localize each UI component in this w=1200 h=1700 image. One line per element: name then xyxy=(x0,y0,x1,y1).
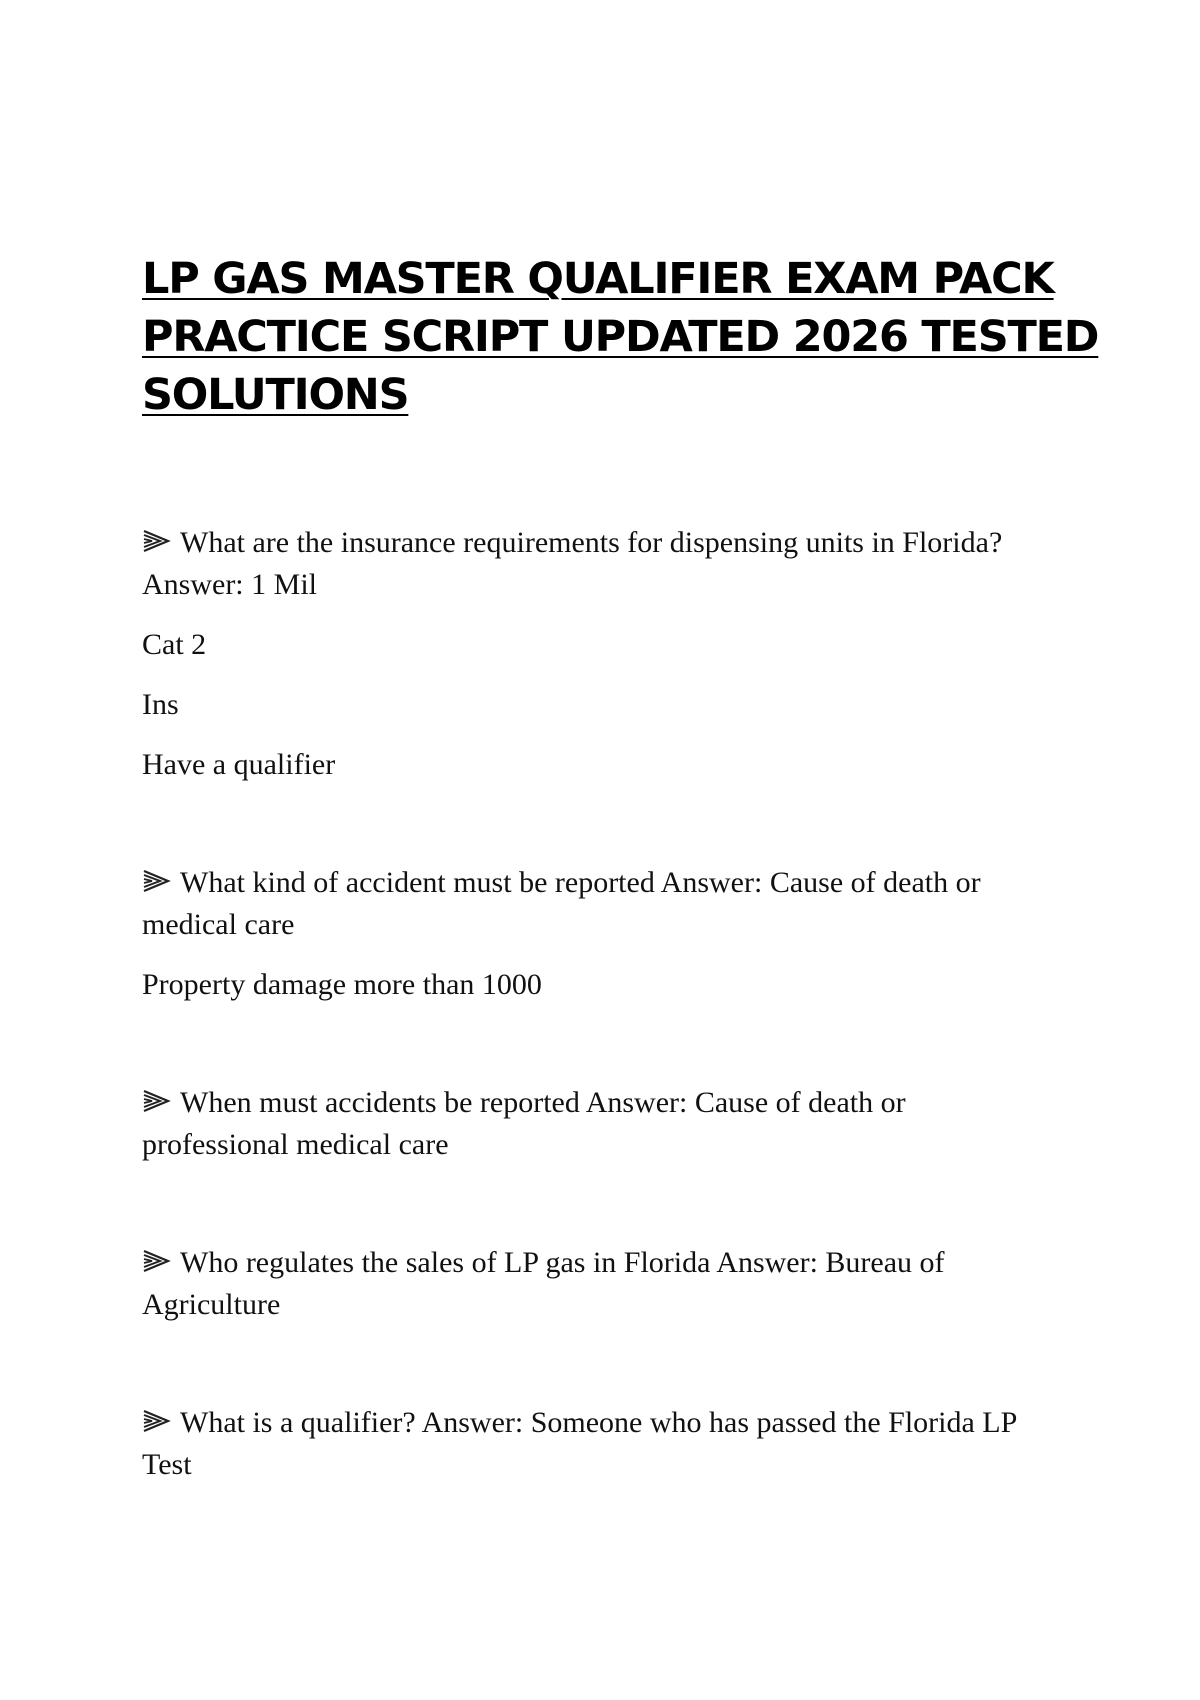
qa-answer-1-line-2: Answer: 1 Mil xyxy=(142,568,317,601)
qa-question-text: When must accidents be reported Answer: Cause of death or xyxy=(180,1086,906,1119)
title-line-2: PRACTICE SCRIPT UPDATED 2026 TESTED xyxy=(142,312,1099,362)
qa-extra-1-2: Ins xyxy=(142,688,179,721)
arrow-bullet-icon xyxy=(142,1408,172,1434)
title-line-1: LP GAS MASTER QUALIFIER EXAM PACK xyxy=(142,254,1054,304)
qa-answer-4-line-2: Agriculture xyxy=(142,1288,281,1321)
arrow-bullet-icon xyxy=(142,1088,172,1114)
qa-answer-3-line-2: professional medical care xyxy=(142,1128,449,1161)
qa-question-text: What kind of accident must be reported Answer: Cause of death or xyxy=(180,866,981,899)
qa-question-text: What is a qualifier? Answer: Someone who has passed the Florida LP xyxy=(180,1406,1018,1439)
qa-question-1-line-1 xyxy=(142,522,1072,564)
arrow-bullet-icon xyxy=(142,868,172,894)
qa-list xyxy=(142,522,1072,1486)
qa-item-1 xyxy=(142,522,1072,786)
qa-extra-1-1: Cat 2 xyxy=(142,628,207,661)
qa-item-3 xyxy=(142,1082,1072,1166)
qa-question-3-line-1 xyxy=(142,1082,1072,1124)
document-content xyxy=(142,250,1099,1562)
title-line-3: SOLUTIONS xyxy=(142,370,409,420)
qa-item-5 xyxy=(142,1402,1072,1486)
document-title xyxy=(142,250,1099,424)
qa-answer-2-line-2: medical care xyxy=(142,908,295,941)
qa-question-5-line-1 xyxy=(142,1402,1072,1444)
qa-item-4 xyxy=(142,1242,1072,1326)
qa-item-2 xyxy=(142,862,1072,1006)
qa-question-text: Who regulates the sales of LP gas in Florida Answer: Bureau of xyxy=(180,1246,945,1279)
qa-answer-5-line-2: Test xyxy=(142,1448,192,1481)
qa-extra-2-1: Property damage more than 1000 xyxy=(142,968,542,1001)
qa-question-4-line-1 xyxy=(142,1242,1072,1284)
qa-question-text: What are the insurance requirements for dispensing units in Florida? xyxy=(180,526,1003,559)
arrow-bullet-icon xyxy=(142,1248,172,1274)
qa-question-2-line-1 xyxy=(142,862,1072,904)
qa-extra-1-3: Have a qualifier xyxy=(142,748,336,781)
arrow-bullet-icon xyxy=(142,528,172,554)
